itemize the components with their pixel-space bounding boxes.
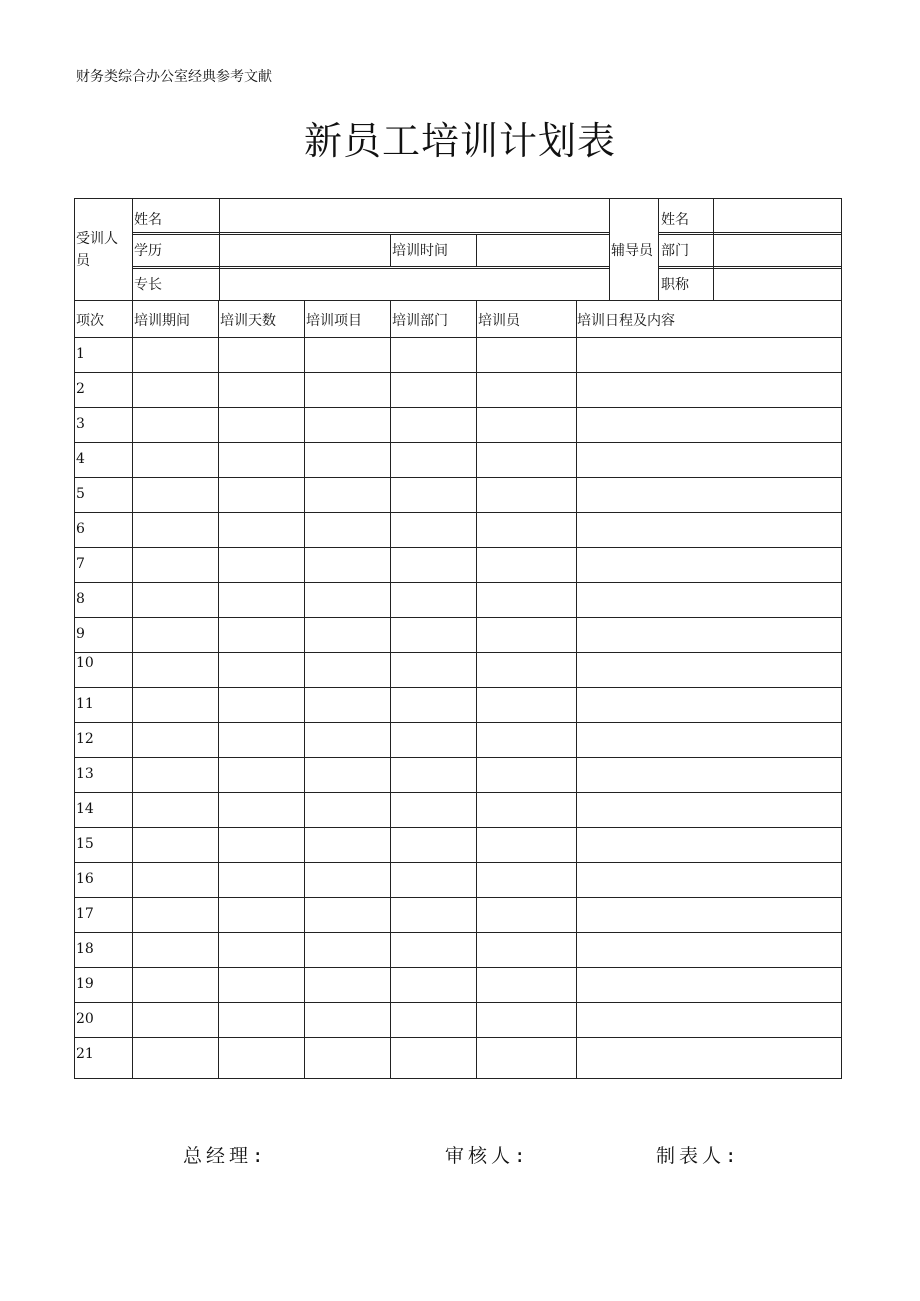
row-cell[interactable] <box>220 338 302 371</box>
table-border-right <box>841 198 842 1079</box>
row-cell[interactable] <box>478 793 574 826</box>
table-rule <box>74 512 842 513</box>
row-cell[interactable] <box>306 548 388 581</box>
row-cell[interactable] <box>392 478 474 511</box>
row-cell[interactable] <box>306 513 388 546</box>
row-cell[interactable] <box>134 478 216 511</box>
table-row <box>74 582 842 617</box>
row-cell[interactable] <box>392 583 474 616</box>
row-cell[interactable] <box>478 338 574 371</box>
row-cell[interactable] <box>478 828 574 861</box>
table-row <box>74 477 842 512</box>
row-cell[interactable] <box>392 443 474 476</box>
row-cell[interactable] <box>478 688 574 721</box>
row-number: 4 <box>76 451 85 467</box>
table-rule <box>74 757 842 758</box>
trainee-specialty-label: 专长 <box>134 277 162 293</box>
row-number: 6 <box>76 521 85 537</box>
row-cell[interactable] <box>478 1038 574 1077</box>
row-cell[interactable] <box>134 863 216 896</box>
header-note: 财务类综合办公室经典参考文献 <box>76 69 272 85</box>
table-rule <box>132 300 133 1079</box>
row-cell[interactable] <box>578 618 840 651</box>
row-cell[interactable] <box>306 828 388 861</box>
table-row <box>74 792 842 827</box>
row-cell[interactable] <box>392 898 474 931</box>
table-rule <box>74 617 842 618</box>
trainee-education-field[interactable] <box>220 234 389 264</box>
row-cell[interactable] <box>306 793 388 826</box>
row-cell[interactable] <box>478 408 574 441</box>
table-rule <box>74 442 842 443</box>
table-row <box>74 827 842 862</box>
row-cell[interactable] <box>478 758 574 791</box>
row-cell[interactable] <box>392 793 474 826</box>
table-row <box>74 337 842 372</box>
row-cell[interactable] <box>134 688 216 721</box>
row-cell[interactable] <box>134 898 216 931</box>
table-rule <box>132 198 133 300</box>
row-cell[interactable] <box>306 933 388 966</box>
table-rule <box>658 232 842 233</box>
row-cell[interactable] <box>392 828 474 861</box>
row-cell[interactable] <box>578 828 840 861</box>
row-cell[interactable] <box>220 723 302 756</box>
row-cell[interactable] <box>134 968 216 1001</box>
row-cell[interactable] <box>392 513 474 546</box>
row-cell[interactable] <box>392 1038 474 1077</box>
row-number: 11 <box>76 696 94 712</box>
col-header-days: 培训天数 <box>220 313 276 329</box>
row-cell[interactable] <box>220 408 302 441</box>
row-cell[interactable] <box>134 408 216 441</box>
row-cell[interactable] <box>478 548 574 581</box>
table-rule <box>74 827 842 828</box>
row-number: 3 <box>76 416 85 432</box>
table-row <box>74 547 842 582</box>
row-cell[interactable] <box>306 443 388 476</box>
table-rule <box>74 722 842 723</box>
table-rule <box>74 932 842 933</box>
table-row <box>74 407 842 442</box>
mentor-group-label: 辅导员 <box>611 243 653 259</box>
row-cell[interactable] <box>478 933 574 966</box>
row-cell[interactable] <box>306 1003 388 1036</box>
row-cell[interactable] <box>306 478 388 511</box>
table-rule <box>74 1037 842 1038</box>
table-row <box>74 442 842 477</box>
row-cell[interactable] <box>392 618 474 651</box>
row-cell[interactable] <box>578 863 840 896</box>
row-cell[interactable] <box>134 758 216 791</box>
row-cell[interactable] <box>306 688 388 721</box>
row-cell[interactable] <box>134 583 216 616</box>
row-cell[interactable] <box>478 723 574 756</box>
col-header-item-no: 项次 <box>76 313 104 329</box>
mentor-name-label: 姓名 <box>661 212 689 228</box>
row-cell[interactable] <box>134 338 216 371</box>
row-number: 20 <box>76 1011 94 1027</box>
table-row <box>74 372 842 407</box>
row-cell[interactable] <box>306 1038 388 1077</box>
row-cell[interactable] <box>578 898 840 931</box>
table-row <box>74 1037 842 1078</box>
row-cell[interactable] <box>478 373 574 406</box>
row-cell[interactable] <box>306 898 388 931</box>
table-rule <box>74 897 842 898</box>
table-rule <box>658 198 659 300</box>
row-cell[interactable] <box>220 758 302 791</box>
row-cell[interactable] <box>306 338 388 371</box>
row-number: 5 <box>76 486 85 502</box>
row-cell[interactable] <box>478 443 574 476</box>
table-row <box>74 1002 842 1037</box>
row-cell[interactable] <box>478 898 574 931</box>
preparer-signature-label: 制表人: <box>656 1145 741 1167</box>
row-cell[interactable] <box>134 653 216 686</box>
row-number: 17 <box>76 906 94 922</box>
table-rule <box>74 1002 842 1003</box>
row-cell[interactable] <box>578 478 840 511</box>
row-cell[interactable] <box>478 653 574 686</box>
row-cell[interactable] <box>306 723 388 756</box>
table-rule <box>304 300 305 1079</box>
table-rule <box>476 300 477 1079</box>
row-cell[interactable] <box>578 408 840 441</box>
table-rule <box>390 300 391 1079</box>
row-cell[interactable] <box>578 723 840 756</box>
row-cell[interactable] <box>578 758 840 791</box>
trainee-group-label: 受训人员 <box>76 231 118 269</box>
table-row <box>74 687 842 722</box>
col-header-schedule: 培训日程及内容 <box>577 313 675 329</box>
row-cell[interactable] <box>578 933 840 966</box>
row-cell[interactable] <box>306 653 388 686</box>
row-cell[interactable] <box>306 968 388 1001</box>
mentor-title-field[interactable] <box>715 268 841 298</box>
row-cell[interactable] <box>220 898 302 931</box>
row-cell[interactable] <box>578 443 840 476</box>
table-border-bottom <box>74 1078 842 1079</box>
row-cell[interactable] <box>134 933 216 966</box>
row-cell[interactable] <box>306 408 388 441</box>
row-cell[interactable] <box>220 1038 302 1077</box>
table-row <box>74 512 842 547</box>
table-rule <box>609 198 610 300</box>
table-rule <box>132 266 610 267</box>
row-cell[interactable] <box>392 863 474 896</box>
row-cell[interactable] <box>578 1003 840 1036</box>
table-rule <box>74 652 842 653</box>
table-row <box>74 617 842 652</box>
row-cell[interactable] <box>578 338 840 371</box>
mentor-department-field[interactable] <box>715 234 841 264</box>
row-cell[interactable] <box>478 863 574 896</box>
row-cell[interactable] <box>134 793 216 826</box>
row-number: 8 <box>76 591 85 607</box>
page-title: 新员工培训计划表 <box>303 119 616 163</box>
trainee-education-label: 学历 <box>134 243 162 259</box>
row-cell[interactable] <box>220 653 302 686</box>
row-cell[interactable] <box>220 863 302 896</box>
row-number: 10 <box>76 655 94 671</box>
row-cell[interactable] <box>578 688 840 721</box>
trainee-name-label: 姓名 <box>134 212 162 228</box>
row-cell[interactable] <box>134 1038 216 1077</box>
row-cell[interactable] <box>578 513 840 546</box>
row-cell[interactable] <box>220 478 302 511</box>
reviewer-signature-label: 审核人: <box>445 1145 530 1167</box>
table-row <box>74 757 842 792</box>
training-time-field[interactable] <box>478 234 609 264</box>
row-cell[interactable] <box>220 828 302 861</box>
row-cell[interactable] <box>134 373 216 406</box>
row-cell[interactable] <box>578 968 840 1001</box>
row-cell[interactable] <box>134 443 216 476</box>
col-header-department: 培训部门 <box>392 313 448 329</box>
table-rule <box>132 232 610 233</box>
row-cell[interactable] <box>220 1003 302 1036</box>
table-rule <box>74 547 842 548</box>
row-cell[interactable] <box>306 583 388 616</box>
table-rule <box>576 300 577 1079</box>
row-cell[interactable] <box>220 968 302 1001</box>
row-cell[interactable] <box>134 828 216 861</box>
row-cell[interactable] <box>392 338 474 371</box>
table-rule <box>74 792 842 793</box>
table-rule <box>219 198 220 300</box>
col-header-period: 培训期间 <box>134 313 190 329</box>
row-cell[interactable] <box>306 618 388 651</box>
row-number: 14 <box>76 801 94 817</box>
table-rule <box>713 198 714 300</box>
table-border-left <box>74 198 75 1079</box>
row-cell[interactable] <box>392 1003 474 1036</box>
table-rule <box>218 300 219 1079</box>
table-rule <box>658 234 842 235</box>
col-header-trainer: 培训员 <box>478 313 520 329</box>
table-rule <box>74 407 842 408</box>
row-cell[interactable] <box>578 583 840 616</box>
training-plan-table <box>74 198 842 1079</box>
mentor-department-label: 部门 <box>661 243 689 259</box>
row-cell[interactable] <box>478 968 574 1001</box>
row-cell[interactable] <box>134 723 216 756</box>
table-rule <box>74 337 842 338</box>
table-row <box>74 652 842 687</box>
row-number: 21 <box>76 1046 94 1062</box>
row-number: 12 <box>76 731 94 747</box>
row-cell[interactable] <box>578 793 840 826</box>
row-cell[interactable] <box>392 373 474 406</box>
table-row <box>74 862 842 897</box>
header-bottom-rule <box>74 300 842 301</box>
row-cell[interactable] <box>578 1038 840 1077</box>
table-rule <box>74 372 842 373</box>
row-cell[interactable] <box>578 373 840 406</box>
row-cell[interactable] <box>134 1003 216 1036</box>
row-cell[interactable] <box>220 513 302 546</box>
row-cell[interactable] <box>478 513 574 546</box>
row-cell[interactable] <box>220 933 302 966</box>
row-cell[interactable] <box>220 443 302 476</box>
table-row <box>74 967 842 1002</box>
row-cell[interactable] <box>306 863 388 896</box>
row-cell[interactable] <box>134 618 216 651</box>
row-cell[interactable] <box>306 758 388 791</box>
row-cell[interactable] <box>220 548 302 581</box>
row-number: 1 <box>76 346 85 362</box>
row-cell[interactable] <box>392 548 474 581</box>
training-time-label: 培训时间 <box>392 243 448 259</box>
table-border-top <box>74 198 842 199</box>
table-rule <box>476 234 477 266</box>
row-cell[interactable] <box>220 793 302 826</box>
trainee-specialty-field[interactable] <box>220 268 609 298</box>
row-cell[interactable] <box>220 583 302 616</box>
table-rule <box>74 967 842 968</box>
row-cell[interactable] <box>392 653 474 686</box>
table-rule <box>390 234 391 266</box>
row-number: 2 <box>76 381 85 397</box>
row-cell[interactable] <box>392 408 474 441</box>
row-cell[interactable] <box>392 933 474 966</box>
table-rule <box>74 582 842 583</box>
row-cell[interactable] <box>478 1003 574 1036</box>
table-row <box>74 897 842 932</box>
row-number: 9 <box>76 626 85 642</box>
table-rule <box>658 268 842 269</box>
row-number: 18 <box>76 941 94 957</box>
row-cell[interactable] <box>478 478 574 511</box>
row-cell[interactable] <box>478 618 574 651</box>
row-cell[interactable] <box>220 688 302 721</box>
row-cell[interactable] <box>220 618 302 651</box>
row-cell[interactable] <box>392 758 474 791</box>
table-row <box>74 932 842 967</box>
trainee-name-field[interactable] <box>220 202 609 230</box>
row-cell[interactable] <box>134 513 216 546</box>
table-rule <box>658 266 842 267</box>
general-manager-signature-label: 总经理: <box>183 1145 268 1167</box>
row-number: 16 <box>76 871 94 887</box>
table-rule <box>132 268 610 269</box>
table-rule <box>132 234 610 235</box>
table-row <box>74 722 842 757</box>
row-cell[interactable] <box>578 653 840 686</box>
row-number: 7 <box>76 556 85 572</box>
row-cell[interactable] <box>478 583 574 616</box>
row-number: 13 <box>76 766 94 782</box>
mentor-title-label: 职称 <box>661 277 689 293</box>
row-number: 19 <box>76 976 94 992</box>
mentor-name-field[interactable] <box>715 200 841 230</box>
row-cell[interactable] <box>134 548 216 581</box>
row-cell[interactable] <box>578 548 840 581</box>
row-cell[interactable] <box>392 968 474 1001</box>
col-header-project: 培训项目 <box>306 313 362 329</box>
row-cell[interactable] <box>220 373 302 406</box>
table-rule <box>74 862 842 863</box>
row-cell[interactable] <box>392 723 474 756</box>
row-cell[interactable] <box>392 688 474 721</box>
row-cell[interactable] <box>306 373 388 406</box>
row-number: 15 <box>76 836 94 852</box>
table-rule <box>74 687 842 688</box>
table-rule <box>74 477 842 478</box>
